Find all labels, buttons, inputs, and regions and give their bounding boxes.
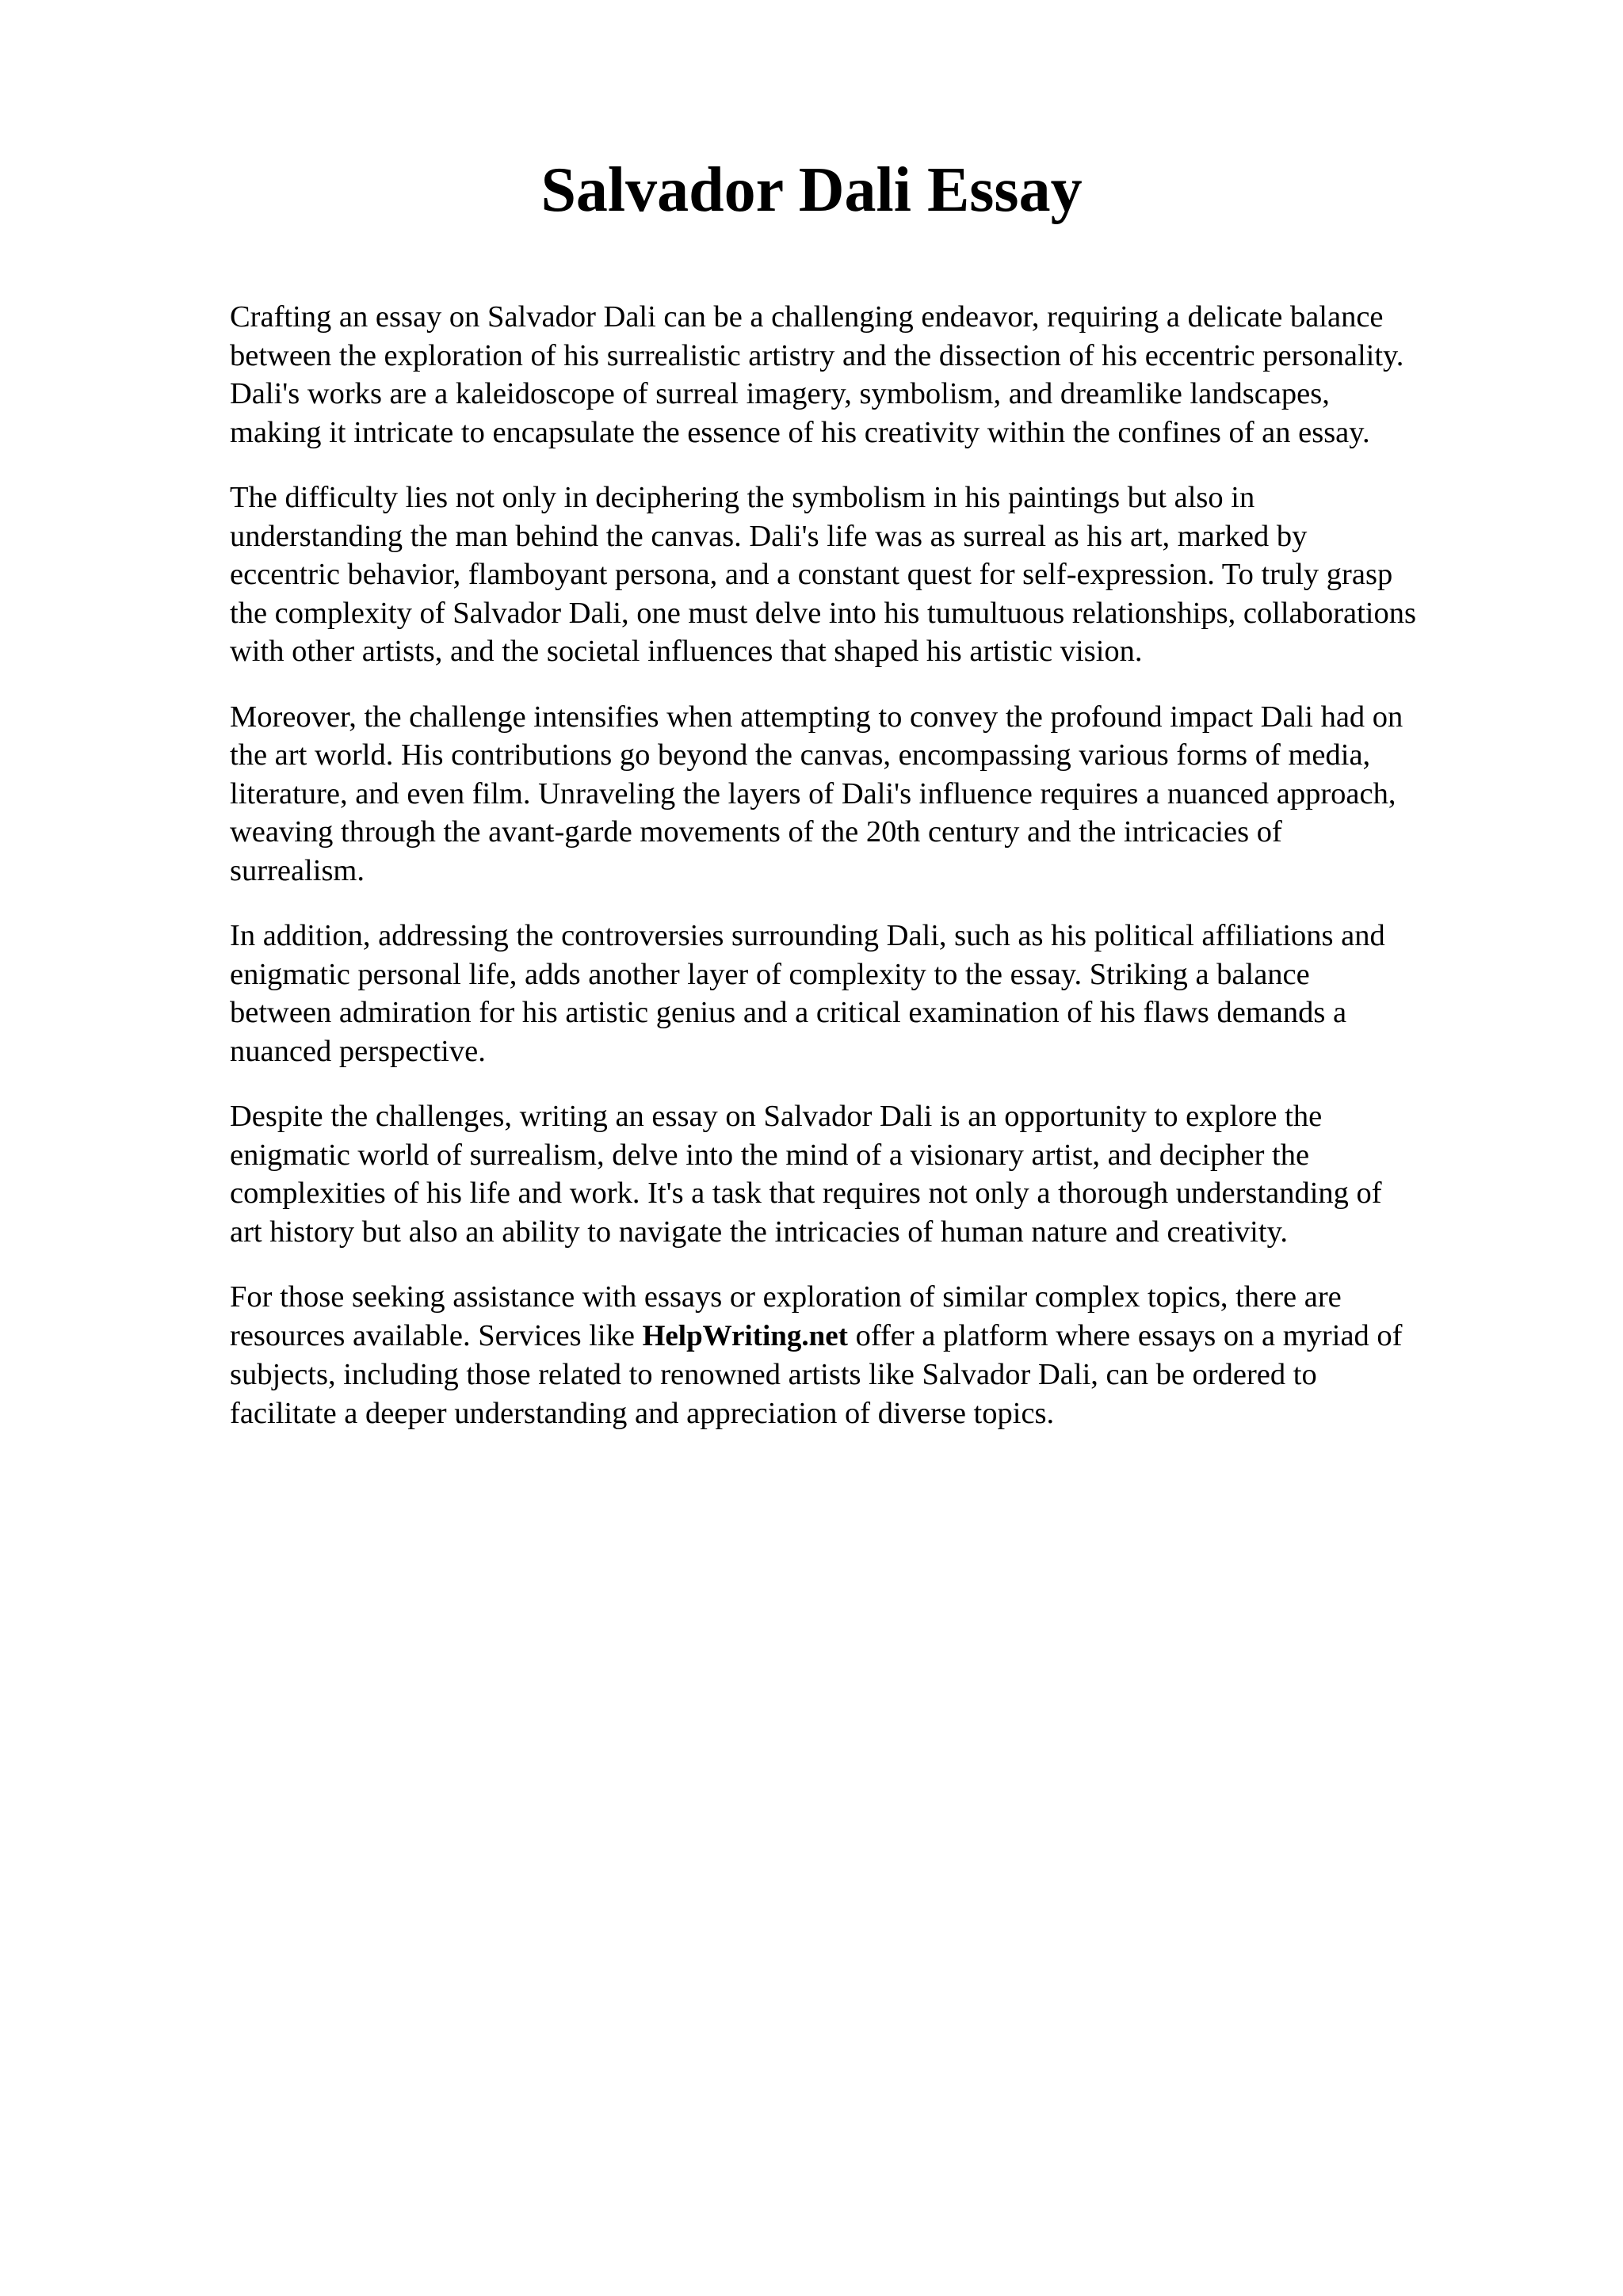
text-line: between admiration for his artistic genius and a critical examination of his flaws demands a bbox=[230, 996, 1347, 1029]
text-line: art history but also an ability to navigate the intricacies of human nature and creativity. bbox=[230, 1215, 1288, 1249]
paragraph-3 bbox=[230, 698, 1529, 891]
text-line: understanding the man behind the canvas. Dali's life was as surreal as his art, marked by bbox=[230, 519, 1308, 553]
document-title: Salvador Dali Essay bbox=[540, 155, 1083, 225]
text-line: complexities of his life and work. It's a task that requires not only a thorough understanding of bbox=[230, 1177, 1382, 1210]
text-line bbox=[230, 1317, 1529, 1356]
paragraph-5 bbox=[230, 1097, 1529, 1251]
text-line: the art world. His contributions go beyond the canvas, encompassing various forms of media, bbox=[230, 738, 1371, 772]
text-line: enigmatic personal life, adds another layer of complexity to the essay. Striking a balance bbox=[230, 957, 1310, 991]
text-line: The difficulty lies not only in deciphering the symbolism in his paintings but also in bbox=[230, 481, 1255, 514]
text-fragment: offer a platform where essays on a myriad of bbox=[847, 1318, 1403, 1352]
helpwriting-link[interactable]: HelpWriting.net bbox=[642, 1319, 848, 1352]
text-line: between the exploration of his surrealistic artistry and the dissection of his eccentric personality. bbox=[230, 338, 1404, 372]
text-line: weaving through the avant-garde movements of the 20th century and the intricacies of bbox=[230, 815, 1282, 849]
text-line: Moreover, the challenge intensifies when attempting to convey the profound impact Dali had on bbox=[230, 700, 1403, 734]
text-fragment: resources available. Services like bbox=[230, 1318, 643, 1352]
text-line: surrealism. bbox=[230, 853, 365, 887]
essay-body bbox=[230, 298, 1529, 1459]
paragraph-2 bbox=[230, 479, 1529, 671]
paragraph-1 bbox=[230, 298, 1529, 452]
paragraph-6 bbox=[230, 1278, 1529, 1432]
paragraph-4 bbox=[230, 917, 1529, 1070]
text-line: Dali's works are a kaleidoscope of surreal imagery, symbolism, and dreamlike landscapes, bbox=[230, 377, 1330, 410]
text-line: Crafting an essay on Salvador Dali can be a challenging endeavor, requiring a delicate balance bbox=[230, 300, 1384, 334]
text-line: the complexity of Salvador Dali, one must delve into his tumultuous relationships, collaborations bbox=[230, 596, 1416, 630]
text-line: subjects, including those related to renowned artists like Salvador Dali, can be ordered to bbox=[230, 1358, 1317, 1391]
text-line: facilitate a deeper understanding and appreciation of diverse topics. bbox=[230, 1396, 1055, 1430]
text-line: eccentric behavior, flamboyant persona, and a constant quest for self-expression. To truly grasp bbox=[230, 558, 1393, 591]
text-line: with other artists, and the societal influences that shaped his artistic vision. bbox=[230, 635, 1143, 668]
text-line: For those seeking assistance with essays or exploration of similar complex topics, there are bbox=[230, 1280, 1342, 1314]
text-line: In addition, addressing the controversies surrounding Dali, such as his political affiliations and bbox=[230, 919, 1385, 952]
text-line: literature, and even film. Unraveling the layers of Dali's influence requires a nuanced approach, bbox=[230, 776, 1396, 810]
text-line: Despite the challenges, writing an essay on Salvador Dali is an opportunity to explore the bbox=[230, 1100, 1323, 1133]
text-line: nuanced perspective. bbox=[230, 1034, 486, 1068]
text-line: making it intricate to encapsulate the essence of his creativity within the confines of an essay. bbox=[230, 415, 1370, 449]
text-line: enigmatic world of surrealism, delve into the mind of a visionary artist, and decipher the bbox=[230, 1138, 1310, 1172]
